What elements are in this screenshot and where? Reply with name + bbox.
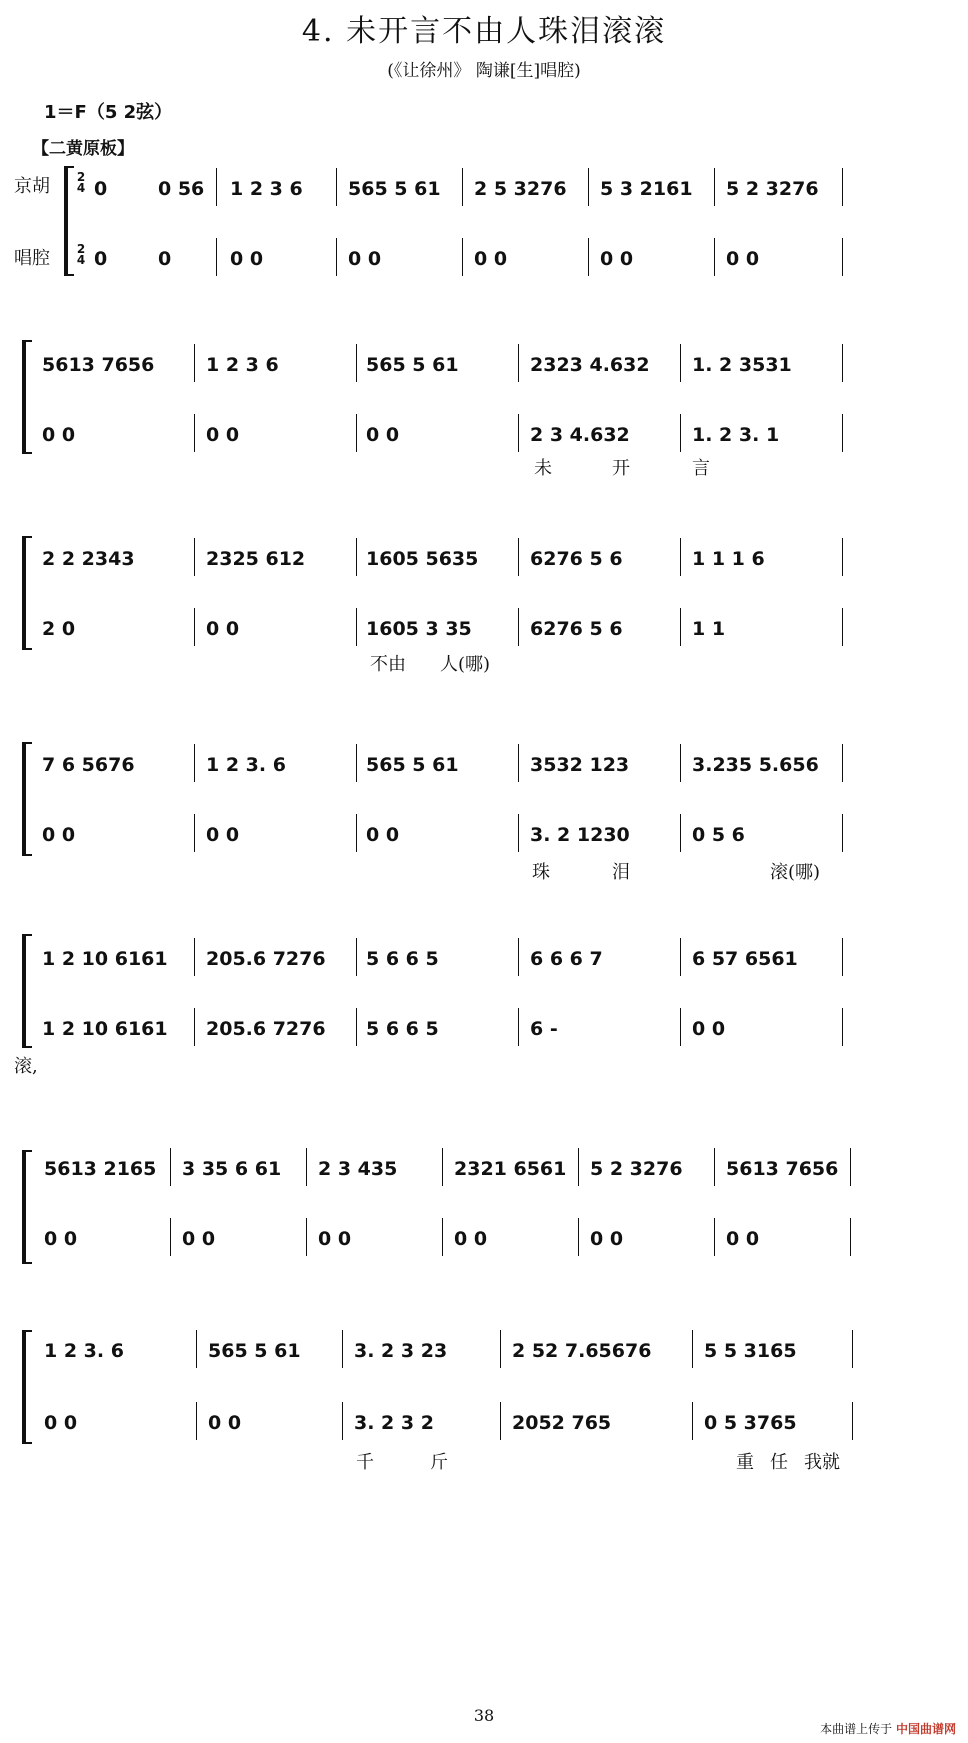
barline — [216, 168, 217, 206]
measure-top: 3 35 6 61 — [182, 1158, 282, 1180]
measure-top: 6276 5 6 — [530, 548, 623, 570]
barline — [216, 238, 217, 276]
measure-top: 2 3 435 — [318, 1158, 398, 1180]
barline — [356, 1008, 357, 1046]
measure-bottom: 2052 765 — [512, 1412, 612, 1434]
measure-bottom: 0 0 — [590, 1228, 624, 1250]
measure-bottom: 0 — [158, 248, 172, 270]
barline — [842, 608, 843, 646]
part-name-changqiang: 唱腔 — [14, 248, 50, 269]
barline — [692, 1402, 693, 1440]
barline — [842, 344, 843, 382]
page-number: 38 — [473, 1706, 495, 1725]
barline — [336, 168, 337, 206]
measure-bottom: 0 0 — [206, 824, 240, 846]
measure-bottom: 2 3 4.632 — [530, 424, 630, 446]
measure-bottom: 0 0 — [366, 824, 400, 846]
barline — [518, 608, 519, 646]
barline — [850, 1218, 851, 1256]
measure-top: 1 2 3 6 — [230, 178, 303, 200]
measure-top: 5 6 6 5 — [366, 948, 439, 970]
measure-top: 1. 2 3531 — [692, 354, 792, 376]
upload-credit — [820, 1720, 956, 1737]
measure-bottom: 0 0 — [726, 248, 760, 270]
measure-top: 0 — [94, 178, 108, 200]
measure-bottom: 5 6 6 5 — [366, 1018, 439, 1040]
measure-top: 565 5 61 — [366, 754, 459, 776]
key-signature: 1＝F（5 2弦） — [44, 102, 173, 123]
barline — [500, 1330, 501, 1368]
measure-bottom: 0 0 — [208, 1412, 242, 1434]
barline — [680, 1008, 681, 1046]
score-system-4 — [0, 738, 968, 888]
barline — [852, 1402, 853, 1440]
measure-top: 565 5 61 — [348, 178, 441, 200]
measure-top: 7 6 5676 — [42, 754, 135, 776]
measure-top: 5 3 2161 — [600, 178, 693, 200]
barline — [356, 344, 357, 382]
barline — [588, 238, 589, 276]
barline — [842, 538, 843, 576]
barline — [680, 608, 681, 646]
measure-bottom: 0 0 — [474, 248, 508, 270]
part-name-jinghu: 京胡 — [14, 176, 50, 197]
measure-top: 1 2 3 6 — [206, 354, 279, 376]
barline — [518, 814, 519, 852]
barline — [356, 744, 357, 782]
measure-top: 1 2 3. 6 — [44, 1340, 124, 1362]
barline — [518, 744, 519, 782]
barline — [194, 608, 195, 646]
measure-bottom: 0 0 — [692, 1018, 726, 1040]
barline — [356, 814, 357, 852]
score-system-6 — [0, 1146, 968, 1266]
barline — [680, 814, 681, 852]
lyric: 任 — [770, 1452, 788, 1473]
measure-top: 1 2 10 6161 — [42, 948, 168, 970]
barline — [578, 1148, 579, 1186]
measure-bottom: 0 5 6 — [692, 824, 745, 846]
barline — [500, 1402, 501, 1440]
measure-bottom: 0 0 — [726, 1228, 760, 1250]
barline — [170, 1218, 171, 1256]
measure-top: 1 2 3. 6 — [206, 754, 286, 776]
barline — [196, 1402, 197, 1440]
measure-top: 6 57 6561 — [692, 948, 798, 970]
barline — [356, 938, 357, 976]
measure-top: 2 5 3276 — [474, 178, 567, 200]
measure-top: 3.235 5.656 — [692, 754, 819, 776]
barline — [714, 1148, 715, 1186]
measure-top: 2 2 2343 — [42, 548, 135, 570]
barline — [342, 1402, 343, 1440]
measure-top: 6 6 6 7 — [530, 948, 603, 970]
barline — [194, 1008, 195, 1046]
page-title: 4. 未开言不由人珠泪滚滚 — [301, 14, 667, 49]
barline — [680, 938, 681, 976]
measure-top: 2 52 7.65676 — [512, 1340, 652, 1362]
barline — [194, 538, 195, 576]
barline — [442, 1148, 443, 1186]
measure-bottom: 2 0 — [42, 618, 76, 640]
system-bracket — [22, 536, 32, 650]
lyric: 言 — [692, 458, 710, 479]
barline — [842, 168, 843, 206]
barline — [194, 344, 195, 382]
barline — [680, 344, 681, 382]
page-subtitle: (《让徐州》 陶谦[生]唱腔) — [387, 61, 581, 81]
measure-top: 1605 5635 — [366, 548, 479, 570]
measure-top: 565 5 61 — [366, 354, 459, 376]
measure-top: 5613 7656 — [42, 354, 155, 376]
barline — [680, 414, 681, 452]
measure-top: 5613 7656 — [726, 1158, 839, 1180]
barline — [692, 1330, 693, 1368]
measure-bottom: 1 1 — [692, 618, 726, 640]
measure-bottom: 0 0 — [454, 1228, 488, 1250]
measure-top: 3. 2 3 23 — [354, 1340, 448, 1362]
measure-top: 565 5 61 — [208, 1340, 301, 1362]
barline — [852, 1330, 853, 1368]
measure-bottom: 0 0 — [206, 424, 240, 446]
measure-top: 2321 6561 — [454, 1158, 567, 1180]
measure-top: 1 1 1 6 — [692, 548, 765, 570]
measure-top: 2323 4.632 — [530, 354, 650, 376]
measure-bottom: 1. 2 3. 1 — [692, 424, 780, 446]
score-system-3 — [0, 532, 968, 682]
measure-bottom: 0 0 — [42, 424, 76, 446]
system-bracket — [22, 340, 32, 454]
barline — [842, 238, 843, 276]
time-signature-top: 2 4 — [76, 170, 86, 195]
measure-bottom: 6 - — [530, 1018, 558, 1040]
barline — [680, 538, 681, 576]
banqiang-label: 【二黄原板】 — [32, 139, 134, 159]
barline — [518, 538, 519, 576]
measure-top: 2325 612 — [206, 548, 306, 570]
measure-top: 5 2 3276 — [590, 1158, 683, 1180]
barline — [306, 1148, 307, 1186]
barline — [194, 814, 195, 852]
credit-brand: 中国曲谱网 — [895, 1722, 956, 1736]
lyric: 泪 — [612, 862, 630, 883]
measure-bottom: 0 0 — [348, 248, 382, 270]
lyric: 重 — [736, 1452, 754, 1473]
barline — [170, 1148, 171, 1186]
measure-bottom: 0 0 — [182, 1228, 216, 1250]
barline — [518, 414, 519, 452]
lyric: 我就 — [804, 1452, 840, 1473]
score-system-7 — [0, 1326, 968, 1486]
lyric: 斤 — [430, 1452, 448, 1473]
barline — [588, 168, 589, 206]
measure-top: 5613 2165 — [44, 1158, 157, 1180]
lyric: 不由 — [370, 654, 406, 675]
system-bracket — [22, 934, 32, 1048]
system-bracket — [64, 166, 74, 276]
lyric: 滚, — [14, 1056, 38, 1077]
barline — [462, 238, 463, 276]
measure-bottom: 6276 5 6 — [530, 618, 623, 640]
measure-bottom: 0 0 — [44, 1412, 78, 1434]
barline — [194, 744, 195, 782]
system-bracket — [22, 742, 32, 856]
barline — [306, 1218, 307, 1256]
barline — [356, 538, 357, 576]
barline — [518, 1008, 519, 1046]
lyric: 滚(哪) — [770, 862, 821, 883]
score-system-2 — [0, 336, 968, 486]
barline — [714, 1218, 715, 1256]
barline — [462, 168, 463, 206]
barline — [336, 238, 337, 276]
barline — [196, 1330, 197, 1368]
measure-bottom: 0 0 — [600, 248, 634, 270]
barline — [356, 414, 357, 452]
lyric: 未 — [534, 458, 552, 479]
barline — [842, 938, 843, 976]
barline — [578, 1218, 579, 1256]
system-bracket — [22, 1330, 32, 1444]
lyric: 千 — [356, 1452, 374, 1473]
barline — [194, 938, 195, 976]
measure-bottom: 0 0 — [318, 1228, 352, 1250]
barline — [194, 414, 195, 452]
measure-bottom: 3. 2 1230 — [530, 824, 630, 846]
barline — [714, 238, 715, 276]
barline — [356, 608, 357, 646]
barline — [842, 744, 843, 782]
measure-bottom: 0 0 — [42, 824, 76, 846]
measure-bottom: 0 0 — [366, 424, 400, 446]
measure-top: 5 2 3276 — [726, 178, 819, 200]
lyric: 人(哪) — [440, 654, 491, 675]
barline — [680, 744, 681, 782]
barline — [518, 938, 519, 976]
barline — [850, 1148, 851, 1186]
measure-bottom: 3. 2 3 2 — [354, 1412, 434, 1434]
measure-bottom: 1605 3 35 — [366, 618, 472, 640]
measure-top: 0 56 — [158, 178, 205, 200]
measure-bottom: 0 0 — [230, 248, 264, 270]
time-signature-bottom: 2 4 — [76, 242, 86, 267]
measure-top: 3532 123 — [530, 754, 630, 776]
barline — [518, 344, 519, 382]
lyric: 开 — [612, 458, 630, 479]
barline — [342, 1330, 343, 1368]
system-bracket — [22, 1150, 32, 1264]
measure-top: 205.6 7276 — [206, 948, 326, 970]
measure-bottom: 1 2 10 6161 — [42, 1018, 168, 1040]
measure-bottom: 0 0 — [206, 618, 240, 640]
barline — [714, 168, 715, 206]
measure-bottom: 0 — [94, 248, 108, 270]
measure-bottom: 0 0 — [44, 1228, 78, 1250]
measure-bottom: 205.6 7276 — [206, 1018, 326, 1040]
barline — [842, 1008, 843, 1046]
score-system-1 — [0, 160, 968, 280]
credit-prefix: 本曲谱上传于 — [820, 1722, 893, 1736]
barline — [842, 414, 843, 452]
barline — [842, 814, 843, 852]
lyric: 珠 — [532, 862, 550, 883]
measure-top: 5 5 3165 — [704, 1340, 797, 1362]
barline — [442, 1218, 443, 1256]
measure-bottom: 0 5 3765 — [704, 1412, 797, 1434]
score-system-5 — [0, 930, 968, 1080]
